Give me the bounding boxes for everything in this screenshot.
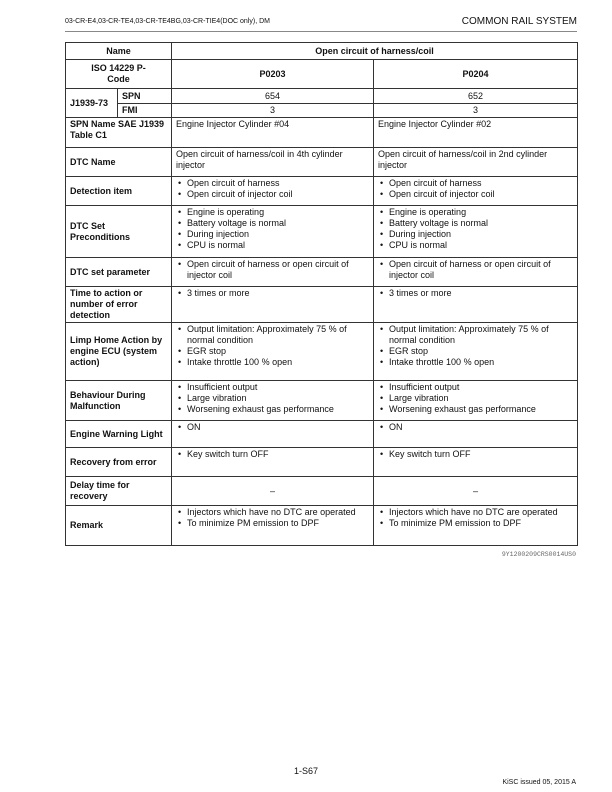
bullet-item: • Open circuit of injector coil — [176, 189, 369, 200]
row-label: Recovery from error — [66, 448, 172, 477]
doc-code: 9Y1200209CRS0014US0 — [501, 551, 576, 558]
iso-label: ISO 14229 P-Code — [66, 60, 172, 89]
row-label: Engine Warning Light — [66, 421, 172, 448]
row-value — [374, 206, 578, 258]
bullet-item: • Large vibration — [176, 393, 369, 404]
row-label: Time to action or number of error detection — [66, 287, 172, 323]
bullet-item: • Output limitation: Approximately 75 % of normal condition — [378, 324, 573, 346]
bullet-item: • CPU is normal — [378, 240, 573, 251]
row-value: – — [172, 477, 374, 506]
bullet-item: • Open circuit of harness — [176, 178, 369, 189]
bullet-list — [378, 507, 573, 529]
row-label: DTC set parameter — [66, 258, 172, 287]
pcode-2: P0204 — [374, 60, 578, 89]
row-label: Behaviour During Malfunction — [66, 381, 172, 421]
row-value — [374, 323, 578, 381]
row-value — [172, 206, 374, 258]
bullet-item: • Key switch turn OFF — [176, 449, 369, 460]
table-row — [66, 177, 578, 206]
row-value — [172, 448, 374, 477]
row-value: Open circuit of harness/coil in 4th cylinder injector — [172, 148, 374, 177]
bullet-item: • ON — [176, 422, 369, 433]
fmi-2: 3 — [374, 104, 578, 118]
bullet-list — [176, 324, 369, 368]
bullet-list — [176, 449, 369, 460]
row-value: Open circuit of harness/coil in 2nd cylinder injector — [374, 148, 578, 177]
table-row — [66, 448, 578, 477]
bullet-item: • Engine is operating — [176, 207, 369, 218]
row-label: DTC Name — [66, 148, 172, 177]
spn-1: 654 — [172, 89, 374, 104]
spn-2: 652 — [374, 89, 578, 104]
bullet-list — [378, 259, 573, 281]
table-row — [66, 421, 578, 448]
bullet-item: • Output limitation: Approximately 75 % of normal condition — [176, 324, 369, 346]
dtc-table — [65, 42, 578, 546]
j1939-label: J1939-73 — [66, 89, 118, 118]
table-row — [66, 381, 578, 421]
header-models: 03-CR-E4,03-CR-TE4,03-CR-TE4BG,03-CR-TIE4(DOC only), DM — [65, 18, 270, 25]
table-row — [66, 118, 578, 148]
fmi-1: 3 — [172, 104, 374, 118]
row-value — [374, 258, 578, 287]
bullet-item: • Insufficient output — [378, 382, 573, 393]
bullet-item: • Large vibration — [378, 393, 573, 404]
row-value — [172, 258, 374, 287]
row-value — [172, 381, 374, 421]
table-row — [66, 477, 578, 506]
bullet-item: • Intake throttle 100 % open — [378, 357, 573, 368]
bullet-list — [378, 449, 573, 460]
bullet-list — [176, 288, 369, 299]
table-row — [66, 206, 578, 258]
issue-info: KiSC issued 05, 2015 A — [502, 779, 576, 786]
row-label: SPN Name SAE J1939 Table C1 — [66, 118, 172, 148]
bullet-item: • During injection — [176, 229, 369, 240]
page-number: 1-S67 — [293, 766, 319, 776]
row-value — [172, 323, 374, 381]
row-value: – — [374, 477, 578, 506]
fmi-label: FMI — [118, 104, 172, 118]
bullet-list — [176, 382, 369, 415]
bullet-item: • Engine is operating — [378, 207, 573, 218]
bullet-item: • Worsening exhaust gas performance — [378, 404, 573, 415]
row-label: Delay time for recovery — [66, 477, 172, 506]
bullet-list — [176, 207, 369, 251]
bullet-list — [176, 422, 369, 433]
bullet-item: • Open circuit of injector coil — [378, 189, 573, 200]
row-value — [172, 506, 374, 546]
name-value: Open circuit of harness/coil — [172, 43, 578, 60]
bullet-item: • Injectors which have no DTC are operated — [378, 507, 573, 518]
bullet-item: • Open circuit of harness or open circuit of injector coil — [176, 259, 369, 281]
bullet-item: • To minimize PM emission to DPF — [378, 518, 573, 529]
bullet-item: • Open circuit of harness — [378, 178, 573, 189]
bullet-list — [378, 422, 573, 433]
bullet-item: • EGR stop — [176, 346, 369, 357]
bullet-item: • 3 times or more — [378, 288, 573, 299]
bullet-list — [176, 259, 369, 281]
row-value — [374, 381, 578, 421]
row-value — [172, 287, 374, 323]
bullet-item: • Battery voltage is normal — [176, 218, 369, 229]
bullet-item: • During injection — [378, 229, 573, 240]
bullet-list — [378, 324, 573, 368]
bullet-item: • Worsening exhaust gas performance — [176, 404, 369, 415]
bullet-item: • Intake throttle 100 % open — [176, 357, 369, 368]
row-value: Engine Injector Cylinder #04 — [172, 118, 374, 148]
row-value — [172, 177, 374, 206]
table-row — [66, 287, 578, 323]
bullet-list — [378, 382, 573, 415]
row-label: Detection item — [66, 177, 172, 206]
bullet-item: • EGR stop — [378, 346, 573, 357]
bullet-item: • 3 times or more — [176, 288, 369, 299]
bullet-list — [378, 207, 573, 251]
bullet-item: • To minimize PM emission to DPF — [176, 518, 369, 529]
bullet-item: • Injectors which have no DTC are operated — [176, 507, 369, 518]
row-label: Remark — [66, 506, 172, 546]
bullet-item: • Insufficient output — [176, 382, 369, 393]
row-value — [374, 506, 578, 546]
bullet-list — [176, 507, 369, 529]
row-value — [374, 177, 578, 206]
pcode-1: P0203 — [172, 60, 374, 89]
table-row — [66, 323, 578, 381]
bullet-list — [378, 288, 573, 299]
bullet-item: • Open circuit of harness or open circuit of injector coil — [378, 259, 573, 281]
name-label: Name — [66, 43, 172, 60]
row-value — [172, 421, 374, 448]
header-divider — [65, 31, 577, 32]
row-label: DTC Set Preconditions — [66, 206, 172, 258]
table-row — [66, 148, 578, 177]
row-value — [374, 287, 578, 323]
bullet-list — [378, 178, 573, 200]
row-value — [374, 421, 578, 448]
bullet-list — [176, 178, 369, 200]
bullet-item: • Key switch turn OFF — [378, 449, 573, 460]
table-row — [66, 258, 578, 287]
bullet-item: • ON — [378, 422, 573, 433]
table-row — [66, 506, 578, 546]
bullet-item: • Battery voltage is normal — [378, 218, 573, 229]
row-label: Limp Home Action by engine ECU (system action) — [66, 323, 172, 381]
row-value — [374, 448, 578, 477]
header-section: COMMON RAIL SYSTEM — [461, 16, 577, 27]
bullet-item: • CPU is normal — [176, 240, 369, 251]
row-value: Engine Injector Cylinder #02 — [374, 118, 578, 148]
spn-label: SPN — [118, 89, 172, 104]
